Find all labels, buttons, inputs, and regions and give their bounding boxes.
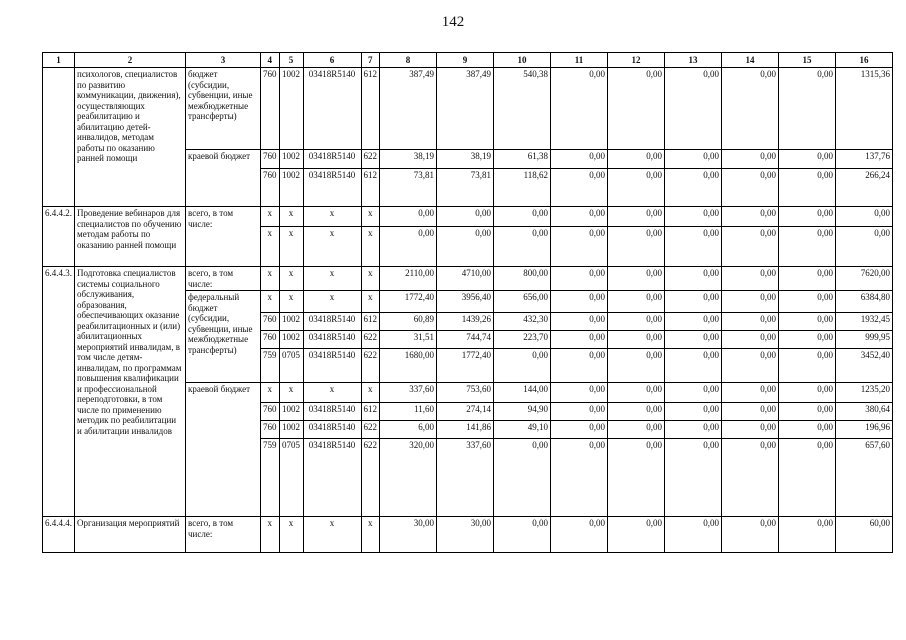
amount-cell: 0,00 xyxy=(608,439,665,517)
budget-code-cell: 612 xyxy=(361,403,380,421)
budget-code-cell: x xyxy=(279,267,303,291)
item-code xyxy=(43,68,75,207)
amount-cell: 0,00 xyxy=(665,267,722,291)
column-header: 6 xyxy=(303,53,361,68)
budget-code-cell: x xyxy=(303,517,361,553)
amount-cell: 0,00 xyxy=(380,207,437,227)
amount-cell: 1932,45 xyxy=(836,313,893,331)
budget-code-cell: 1002 xyxy=(279,403,303,421)
amount-cell: 31,51 xyxy=(380,331,437,349)
amount-cell: 94,90 xyxy=(494,403,551,421)
amount-cell: 7620,00 xyxy=(836,267,893,291)
amount-cell: 0,00 xyxy=(494,439,551,517)
amount-cell: 0,00 xyxy=(722,421,779,439)
column-header: 9 xyxy=(437,53,494,68)
column-header: 16 xyxy=(836,53,893,68)
amount-cell: 0,00 xyxy=(665,207,722,227)
amount-cell: 0,00 xyxy=(551,68,608,150)
amount-cell: 0,00 xyxy=(779,439,836,517)
amount-cell: 0,00 xyxy=(551,349,608,383)
budget-code-cell: 1002 xyxy=(279,150,303,169)
funding-source: краевой бюджет xyxy=(186,150,261,207)
amount-cell: 0,00 xyxy=(722,169,779,207)
budget-code-cell: 1002 xyxy=(279,68,303,150)
amount-cell: 0,00 xyxy=(551,439,608,517)
amount-cell: 744,74 xyxy=(437,331,494,349)
budget-code-cell: 760 xyxy=(261,331,280,349)
amount-cell: 1680,00 xyxy=(380,349,437,383)
budget-code-cell: 03418R5140 xyxy=(303,313,361,331)
budget-code-cell: x xyxy=(361,383,380,403)
budget-code-cell: 759 xyxy=(261,349,280,383)
amount-cell: 38,19 xyxy=(380,150,437,169)
amount-cell: 320,00 xyxy=(380,439,437,517)
amount-cell: 0,00 xyxy=(551,383,608,403)
table-row xyxy=(43,207,893,227)
amount-cell: 0,00 xyxy=(608,403,665,421)
amount-cell: 0,00 xyxy=(722,150,779,169)
amount-cell: 3956,40 xyxy=(437,291,494,313)
amount-cell: 30,00 xyxy=(380,517,437,553)
amount-cell: 387,49 xyxy=(380,68,437,150)
amount-cell: 0,00 xyxy=(608,207,665,227)
item-name: Организация мероприятий xyxy=(75,517,186,553)
amount-cell: 141,86 xyxy=(437,421,494,439)
amount-cell: 0,00 xyxy=(494,207,551,227)
budget-code-cell: 612 xyxy=(361,68,380,150)
amount-cell: 73,81 xyxy=(380,169,437,207)
amount-cell: 0,00 xyxy=(722,207,779,227)
amount-cell: 0,00 xyxy=(779,403,836,421)
amount-cell: 0,00 xyxy=(722,68,779,150)
item-code: 6.4.4.2. xyxy=(43,207,75,267)
amount-cell: 266,24 xyxy=(836,169,893,207)
budget-code-cell: 03418R5140 xyxy=(303,150,361,169)
column-header: 11 xyxy=(551,53,608,68)
amount-cell: 0,00 xyxy=(551,227,608,267)
amount-cell: 0,00 xyxy=(665,68,722,150)
budget-code-cell: x xyxy=(261,227,280,267)
budget-code-cell: 03418R5140 xyxy=(303,331,361,349)
column-header: 4 xyxy=(261,53,280,68)
amount-cell: 1235,20 xyxy=(836,383,893,403)
column-header: 1 xyxy=(43,53,75,68)
budget-code-cell: 622 xyxy=(361,439,380,517)
budget-code-cell: 03418R5140 xyxy=(303,403,361,421)
budget-code-cell: x xyxy=(279,207,303,227)
amount-cell: 0,00 xyxy=(494,349,551,383)
amount-cell: 0,00 xyxy=(779,227,836,267)
amount-cell: 38,19 xyxy=(437,150,494,169)
amount-cell: 60,00 xyxy=(836,517,893,553)
amount-cell: 11,60 xyxy=(380,403,437,421)
amount-cell: 0,00 xyxy=(608,68,665,150)
budget-code-cell: x xyxy=(261,291,280,313)
amount-cell: 0,00 xyxy=(779,421,836,439)
funding-source: всего, в том числе: xyxy=(186,207,261,267)
budget-code-cell: x xyxy=(303,291,361,313)
amount-cell: 0,00 xyxy=(722,349,779,383)
amount-cell: 60,89 xyxy=(380,313,437,331)
amount-cell: 4710,00 xyxy=(437,267,494,291)
amount-cell: 0,00 xyxy=(665,403,722,421)
budget-code-cell: 03418R5140 xyxy=(303,421,361,439)
funding-source: всего, в том числе: xyxy=(186,517,261,553)
amount-cell: 0,00 xyxy=(665,383,722,403)
amount-cell: 0,00 xyxy=(722,403,779,421)
amount-cell: 196,96 xyxy=(836,421,893,439)
amount-cell: 3452,40 xyxy=(836,349,893,383)
amount-cell: 0,00 xyxy=(551,169,608,207)
amount-cell: 1439,26 xyxy=(437,313,494,331)
amount-cell: 0,00 xyxy=(608,517,665,553)
budget-code-cell: 03418R5140 xyxy=(303,68,361,150)
column-header: 10 xyxy=(494,53,551,68)
amount-cell: 0,00 xyxy=(551,403,608,421)
item-code: 6.4.4.3. xyxy=(43,267,75,517)
amount-cell: 0,00 xyxy=(779,313,836,331)
amount-cell: 0,00 xyxy=(551,207,608,227)
budget-code-cell: 1002 xyxy=(279,169,303,207)
amount-cell: 0,00 xyxy=(779,331,836,349)
column-header: 14 xyxy=(722,53,779,68)
header-row xyxy=(43,53,893,68)
item-name: психологов, специалистов по развитию коммуникации, движения), осуществляющих реабилитацию и абилитацию детей-инвалидов, методам работы по оказанию ранней помощи xyxy=(75,68,186,207)
amount-cell: 753,60 xyxy=(437,383,494,403)
funding-source: федеральный бюджет (субсидии, субвенции, иные межбюджетные трансферты) xyxy=(186,291,261,383)
amount-cell: 0,00 xyxy=(494,227,551,267)
amount-cell: 0,00 xyxy=(608,169,665,207)
amount-cell: 137,76 xyxy=(836,150,893,169)
table-row xyxy=(43,517,893,553)
amount-cell: 0,00 xyxy=(722,517,779,553)
column-header: 7 xyxy=(361,53,380,68)
budget-code-cell: x xyxy=(261,207,280,227)
budget-code-cell: 03418R5140 xyxy=(303,169,361,207)
amount-cell: 387,49 xyxy=(437,68,494,150)
budget-code-cell: x xyxy=(261,383,280,403)
amount-cell: 0,00 xyxy=(608,150,665,169)
column-header: 2 xyxy=(75,53,186,68)
amount-cell: 0,00 xyxy=(722,291,779,313)
amount-cell: 0,00 xyxy=(608,291,665,313)
amount-cell: 337,60 xyxy=(437,439,494,517)
budget-code-cell: x xyxy=(361,291,380,313)
amount-cell: 1315,36 xyxy=(836,68,893,150)
budget-code-cell: x xyxy=(361,517,380,553)
amount-cell: 223,70 xyxy=(494,331,551,349)
budget-code-cell: 760 xyxy=(261,313,280,331)
budget-code-cell: x xyxy=(361,207,380,227)
column-header: 5 xyxy=(279,53,303,68)
amount-cell: 144,00 xyxy=(494,383,551,403)
amount-cell: 0,00 xyxy=(665,421,722,439)
amount-cell: 0,00 xyxy=(779,150,836,169)
amount-cell: 656,00 xyxy=(494,291,551,313)
budget-code-cell: 622 xyxy=(361,349,380,383)
budget-code-cell: 0705 xyxy=(279,349,303,383)
amount-cell: 0,00 xyxy=(779,267,836,291)
budget-code-cell: x xyxy=(303,267,361,291)
amount-cell: 0,00 xyxy=(665,150,722,169)
amount-cell: 61,38 xyxy=(494,150,551,169)
amount-cell: 0,00 xyxy=(551,267,608,291)
amount-cell: 800,00 xyxy=(494,267,551,291)
budget-code-cell: 760 xyxy=(261,150,280,169)
budget-code-cell: 1002 xyxy=(279,421,303,439)
amount-cell: 0,00 xyxy=(722,267,779,291)
amount-cell: 0,00 xyxy=(551,150,608,169)
budget-code-cell: x xyxy=(303,227,361,267)
amount-cell: 540,38 xyxy=(494,68,551,150)
amount-cell: 0,00 xyxy=(551,517,608,553)
amount-cell: 0,00 xyxy=(665,313,722,331)
budget-code-cell: 1002 xyxy=(279,331,303,349)
amount-cell: 0,00 xyxy=(665,291,722,313)
amount-cell: 0,00 xyxy=(608,331,665,349)
budget-code-cell: x xyxy=(303,383,361,403)
column-header: 15 xyxy=(779,53,836,68)
amount-cell: 0,00 xyxy=(779,68,836,150)
budget-code-cell: 760 xyxy=(261,169,280,207)
amount-cell: 0,00 xyxy=(665,349,722,383)
budget-code-cell: 0705 xyxy=(279,439,303,517)
amount-cell: 0,00 xyxy=(551,331,608,349)
column-header: 8 xyxy=(380,53,437,68)
budget-code-cell: 1002 xyxy=(279,313,303,331)
budget-code-cell: 759 xyxy=(261,439,280,517)
budget-code-cell: x xyxy=(279,383,303,403)
column-header: 12 xyxy=(608,53,665,68)
budget-code-cell: x xyxy=(303,207,361,227)
amount-cell: 0,00 xyxy=(437,207,494,227)
table-row xyxy=(43,267,893,291)
budget-code-cell: 622 xyxy=(361,150,380,169)
amount-cell: 0,00 xyxy=(494,517,551,553)
amount-cell: 0,00 xyxy=(665,331,722,349)
amount-cell: 0,00 xyxy=(608,421,665,439)
amount-cell: 0,00 xyxy=(722,439,779,517)
budget-code-cell: x xyxy=(361,267,380,291)
amount-cell: 0,00 xyxy=(779,291,836,313)
amount-cell: 0,00 xyxy=(665,169,722,207)
amount-cell: 0,00 xyxy=(779,517,836,553)
amount-cell: 6384,80 xyxy=(836,291,893,313)
budget-code-cell: x xyxy=(279,517,303,553)
item-code: 6.4.4.4. xyxy=(43,517,75,553)
amount-cell: 274,14 xyxy=(437,403,494,421)
amount-cell: 0,00 xyxy=(665,227,722,267)
amount-cell: 0,00 xyxy=(437,227,494,267)
budget-code-cell: 760 xyxy=(261,421,280,439)
amount-cell: 432,30 xyxy=(494,313,551,331)
budget-code-cell: 03418R5140 xyxy=(303,439,361,517)
amount-cell: 0,00 xyxy=(608,313,665,331)
budget-code-cell: 760 xyxy=(261,403,280,421)
amount-cell: 73,81 xyxy=(437,169,494,207)
amount-cell: 657,60 xyxy=(836,439,893,517)
amount-cell: 0,00 xyxy=(380,227,437,267)
amount-cell: 1772,40 xyxy=(437,349,494,383)
amount-cell: 0,00 xyxy=(722,331,779,349)
amount-cell: 0,00 xyxy=(608,349,665,383)
budget-table xyxy=(42,52,893,553)
amount-cell: 118,62 xyxy=(494,169,551,207)
column-header: 13 xyxy=(665,53,722,68)
budget-code-cell: 612 xyxy=(361,169,380,207)
amount-cell: 0,00 xyxy=(779,169,836,207)
budget-code-cell: x xyxy=(261,267,280,291)
budget-code-cell: 760 xyxy=(261,68,280,150)
amount-cell: 0,00 xyxy=(722,227,779,267)
amount-cell: 0,00 xyxy=(779,383,836,403)
amount-cell: 30,00 xyxy=(437,517,494,553)
amount-cell: 999,95 xyxy=(836,331,893,349)
amount-cell: 0,00 xyxy=(608,267,665,291)
amount-cell: 0,00 xyxy=(722,313,779,331)
amount-cell: 0,00 xyxy=(836,227,893,267)
page-number: 142 xyxy=(441,14,465,30)
amount-cell: 49,10 xyxy=(494,421,551,439)
item-name: Проведение вебинаров для специалистов по обучению методам работы по оказанию ранней помощи xyxy=(75,207,186,267)
amount-cell: 6,00 xyxy=(380,421,437,439)
amount-cell: 0,00 xyxy=(551,313,608,331)
budget-code-cell: x xyxy=(361,227,380,267)
column-header: 3 xyxy=(186,53,261,68)
funding-source: всего, в том числе: xyxy=(186,267,261,291)
amount-cell: 0,00 xyxy=(779,207,836,227)
amount-cell: 1772,40 xyxy=(380,291,437,313)
amount-cell: 0,00 xyxy=(608,383,665,403)
amount-cell: 0,00 xyxy=(665,439,722,517)
amount-cell: 380,64 xyxy=(836,403,893,421)
budget-code-cell: x xyxy=(279,227,303,267)
budget-code-cell: x xyxy=(279,291,303,313)
amount-cell: 0,00 xyxy=(779,349,836,383)
amount-cell: 2110,00 xyxy=(380,267,437,291)
budget-code-cell: 622 xyxy=(361,421,380,439)
funding-source: бюджет (субсидии, субвенции, иные межбюджетные трансферты) xyxy=(186,68,261,150)
budget-code-cell: 622 xyxy=(361,331,380,349)
item-name: Подготовка специалистов системы социального обслуживания, образования, обеспечивающих оказание реабилитационных и (или) абилитационных мероприятий инвалидам, в том числе детям-инвалидам, по программам повышения квалификации и профессиональной переподготовки, в том числе по применению методик по реабилитации и абилитации инвалидов xyxy=(75,267,186,517)
amount-cell: 0,00 xyxy=(551,421,608,439)
budget-code-cell: 612 xyxy=(361,313,380,331)
budget-code-cell: 03418R5140 xyxy=(303,349,361,383)
amount-cell: 0,00 xyxy=(722,383,779,403)
amount-cell: 337,60 xyxy=(380,383,437,403)
table-row xyxy=(43,68,893,150)
amount-cell: 0,00 xyxy=(608,227,665,267)
amount-cell: 0,00 xyxy=(836,207,893,227)
funding-source: краевой бюджет xyxy=(186,383,261,517)
amount-cell: 0,00 xyxy=(551,291,608,313)
amount-cell: 0,00 xyxy=(665,517,722,553)
budget-code-cell: x xyxy=(261,517,280,553)
